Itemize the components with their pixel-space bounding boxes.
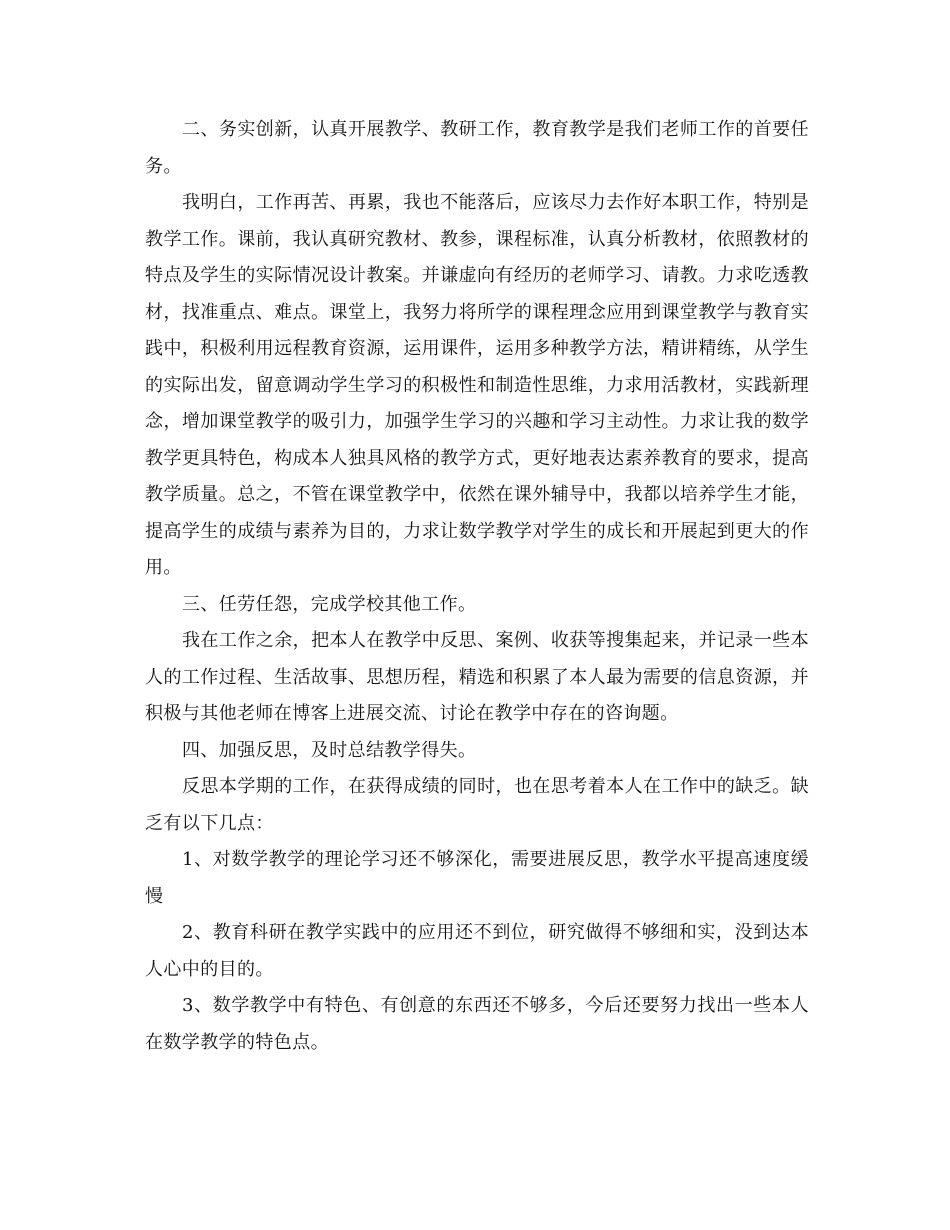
paragraph-reflection: 反思本学期的工作，在获得成绩的同时，也在思考着本人在工作中的缺乏。缺乏有以下几点： <box>145 776 809 834</box>
paragraph-other-work: 我在工作之余，把本人在教学中反思、案例、收获等搜集起来，并记录一些本人的工作过程、生活故事、思想历程，精选和积累了本人最为需要的信息资源，并积极与其他老师在博客上进展交流、讨论在教学中存在的咨询题。 <box>145 630 809 724</box>
list-item-3: 3、数学教学中有特色、有创意的东西还不够多，今后还要努力找出一些本人在数学教学的特色点。 <box>145 995 809 1053</box>
document-body <box>145 112 809 1061</box>
section-heading-4: 四、加强反思，及时总结教学得失。 <box>182 739 477 761</box>
list-item-1: 1、对数学教学的理论学习还不够深化，需要进展反思，教学水平提高速度缓慢 <box>145 849 809 907</box>
section-heading-3: 三、任劳任怨，完成学校其他工作。 <box>182 593 477 615</box>
section-heading-2: 二、务实创新，认真开展教学、教研工作，教育教学是我们老师工作的首要任务。 <box>145 119 809 177</box>
list-item-2: 2、教育科研在教学实践中的应用还不到位，研究做得不够细和实，没到达本人心中的目的。 <box>145 922 809 980</box>
paragraph-teaching-work: 我明白，工作再苦、再累，我也不能落后，应该尽力去作好本职工作，特别是教学工作。课前，我认真研究教材、教参，课程标准，认真分析教材，依照教材的特点及学生的实际情况设计教案。并谦虚向有经历的老师学习、请教。力求吃透教材，找准重点、难点。课堂上，我努力将所学的课程理念应用到课堂教学与教育实践中，积极利用远程教育资源，运用课件，运用多种教学方法，精讲精练，从学生的实际出发，留意调动学生学习的积极性和制造性思维，力求用活教材，实践新理念，增加课堂教学的吸引力，加强学生学习的兴趣和学习主动性。力求让我的数学教学更具特色，构成本人独具风格的教学方式，更好地表达素养教育的要求，提高教学质量。总之，不管在课堂教学中，依然在课外辅导中，我都以培养学生才能，提高学生的成绩与素养为目的，力求让数学教学对学生的成长和开展起到更大的作用。 <box>145 192 809 578</box>
